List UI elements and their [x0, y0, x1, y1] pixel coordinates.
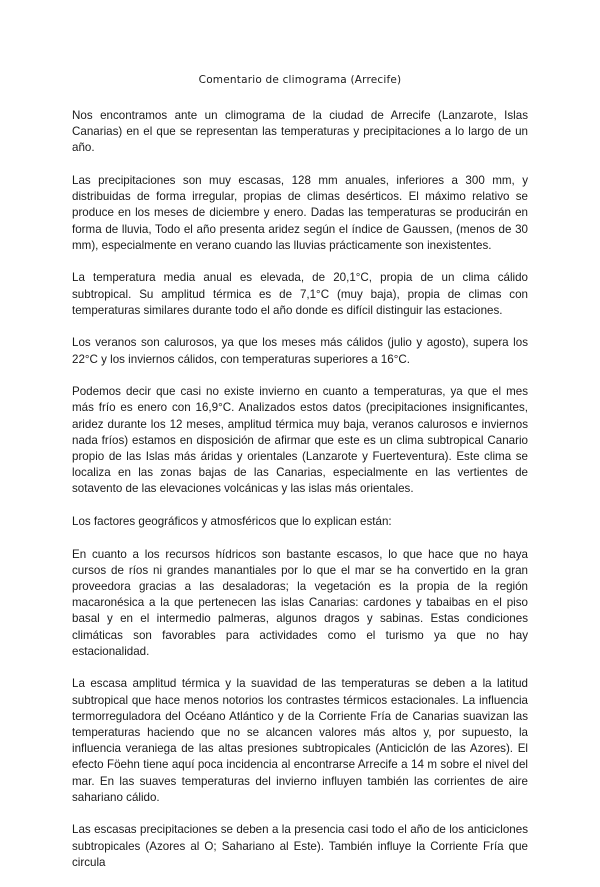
document-title: Comentario de climograma (Arrecife): [198, 74, 402, 86]
paragraph-precip-causes: Las escasas precipitaciones se deben a la presencia casi todo el año de los anticiclones subtropicales (Azores al O; Sahariano al Este). También influye la Corriente Fría que circula: [72, 823, 528, 869]
document-body: [72, 108, 528, 887]
paragraph-resources: En cuanto a los recursos hídricos son bastante escasos, lo que hace que no haya cursos de ríos ni grandes manantiales por lo que el mar se ha convertido en la gran proveedora gracias a las desaladoras; la vegetación es la propia de la región macaronésica a la que pertenecen las islas Canarias: cardones y tabaibas en el piso basal y en el intermedio palmeras, algunos dragos y sabinas. Estas condiciones climáticas son favorables para actividades como el turismo ya que no hay estacionalidad.: [72, 547, 528, 658]
paragraph-conclusion: Podemos decir que casi no existe invierno en cuanto a temperaturas, ya que el mes más frío es enero con 16,9°C. Analizados estos datos (precipitaciones insignificantes, aridez durante los 12 meses, amplitud térmica muy baja, veranos calurosos e inviernos nada fríos) estamos en disposición de afirmar que este es un clima subtropical Canario propio de las Islas más áridas y orientales (Lanzarote y Fuerteventura). Este clima se localiza en las zonas bajas de las Canarias, especialmente en las vertientes de sotavento de las elevaciones volcánicas y las islas más orientales.: [72, 385, 528, 496]
paragraph-intro: Nos encontramos ante un climograma de la ciudad de Arrecife (Lanzarote, Islas Canarias) en el que se representan las temperaturas y precipitaciones a lo largo de un año.: [72, 109, 528, 155]
paragraph-temperature: La temperatura media anual es elevada, de 20,1°C, propia de un clima cálido subtropical. Su amplitud térmica es de 7,1°C (muy baja), propia de climas con temperaturas similares durante todo el año donde es difícil distinguir las estaciones.: [72, 271, 528, 317]
paragraph-precipitation: Las precipitaciones son muy escasas, 128 mm anuales, inferiores a 300 mm, y distribuidas de forma irregular, propias de climas desérticos. El máximo relativo se produce en los meses de diciembre y enero. Dadas las temperaturas se producirán en forma de lluvia, Todo el año presenta aridez según el índice de Gaussen, (menos de 30 mm), especialmente en verano cuando las lluvias prácticamente son inexistentes.: [72, 174, 528, 252]
paragraph-factors-intro: Los factores geográficos y atmosféricos que lo explican están:: [72, 515, 392, 529]
paragraph-seasons: Los veranos son calurosos, ya que los meses más cálidos (julio y agosto), supera los 22°C y los inviernos cálidos, con temperaturas superiores a 16°C.: [72, 336, 528, 366]
paragraph-amplitude: La escasa amplitud térmica y la suavidad de las temperaturas se deben a la latitud subtropical que hace menos notorios los contrastes térmicos estacionales. La influencia termorreguladora del Océano Atlántico y de la Corriente Fría de Canarias suavizan las temperaturas haciendo que no se alcancen valores más altos y, por supuesto, la influencia veraniega de las altas presiones subtropicales (Anticiclón de las Azores). El efecto Föehn tiene aquí poca incidencia al encontrarse Arrecife a 14 m sobre el nivel del mar. En las suaves temperaturas del invierno influyen también las corrientes de aire sahariano cálido.: [72, 677, 528, 804]
